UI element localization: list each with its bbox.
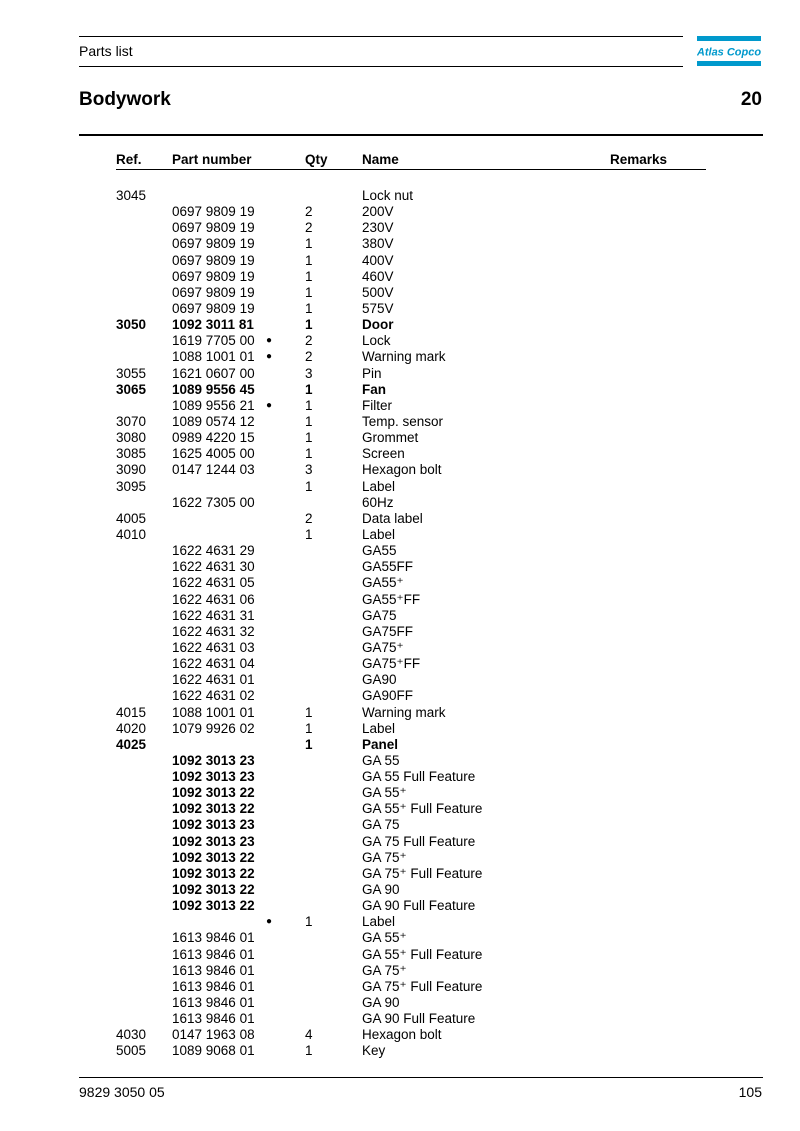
table-row: [0, 382, 800, 398]
ref-cell: 3070: [116, 413, 147, 429]
part-number-cell: 0989 4220 15: [172, 430, 255, 446]
part-number-cell: 1092 3013 22: [172, 785, 255, 801]
table-row: [0, 737, 800, 753]
name-cell: GA75⁺FF: [362, 656, 421, 672]
table-row: [0, 236, 800, 252]
name-cell: GA 75: [362, 817, 400, 833]
table-row: [0, 914, 800, 930]
ref-cell: 4005: [116, 510, 147, 526]
table-row: [0, 592, 800, 608]
name-cell: Label: [362, 478, 396, 494]
part-number-cell: 1625 4005 00: [172, 446, 255, 462]
ref-cell: 3080: [116, 430, 147, 446]
name-cell: Hexagon bolt: [362, 462, 442, 478]
table-row: [0, 575, 800, 591]
footer-doc-number: 9829 3050 05: [79, 1084, 165, 1100]
name-cell: GA75⁺: [362, 639, 404, 655]
qty-cell: 2: [305, 220, 313, 236]
bullet-icon: ●: [266, 351, 273, 363]
qty-cell: 1: [305, 381, 313, 397]
name-cell: GA 75⁺: [362, 962, 407, 978]
name-cell: Grommet: [362, 430, 419, 446]
qty-cell: 1: [305, 446, 313, 462]
name-cell: GA90: [362, 672, 397, 688]
table-row: [0, 446, 800, 462]
bullet-icon: ●: [266, 399, 273, 411]
table-row: [0, 995, 800, 1011]
name-cell: GA55⁺FF: [362, 591, 421, 607]
table-row: [0, 479, 800, 495]
table-row: [0, 721, 800, 737]
table-row: [0, 979, 800, 995]
ref-cell: 4030: [116, 1027, 147, 1043]
ref-cell: 3095: [116, 478, 147, 494]
table-row: [0, 866, 800, 882]
table-row: [0, 204, 800, 220]
ref-cell: 4020: [116, 720, 147, 736]
ref-cell: 3050: [116, 317, 147, 333]
name-cell: GA 90: [362, 882, 400, 898]
name-cell: GA 55: [362, 752, 400, 768]
name-cell: Lock: [362, 333, 391, 349]
ref-cell: 3065: [116, 381, 147, 397]
name-cell: Temp. sensor: [362, 413, 444, 429]
table-row: [0, 930, 800, 946]
qty-cell: 3: [305, 365, 313, 381]
name-cell: GA 55⁺ Full Feature: [362, 946, 483, 962]
part-number-cell: 1092 3013 22: [172, 801, 255, 817]
part-number-cell: 0697 9809 19: [172, 236, 255, 252]
table-row: [0, 624, 800, 640]
part-number-cell: 0697 9809 19: [172, 300, 255, 316]
name-cell: Door: [362, 317, 394, 333]
name-cell: 380V: [362, 236, 394, 252]
part-number-cell: 1622 4631 02: [172, 688, 255, 704]
name-cell: Lock nut: [362, 188, 414, 203]
table-row: [0, 898, 800, 914]
header-top-rule: [79, 36, 683, 37]
qty-cell: 1: [305, 236, 313, 252]
part-number-cell: 1079 9926 02: [172, 720, 255, 736]
part-number-cell: 1092 3013 22: [172, 882, 255, 898]
name-cell: Key: [362, 1043, 386, 1059]
part-number-cell: 1622 4631 05: [172, 575, 255, 591]
name-cell: 460V: [362, 268, 394, 284]
qty-cell: 1: [305, 736, 313, 752]
parts-table: [0, 188, 800, 1060]
table-row: [0, 640, 800, 656]
qty-cell: 1: [305, 300, 313, 316]
part-number-cell: 1622 4631 32: [172, 623, 255, 639]
part-number-cell: 1622 4631 31: [172, 607, 255, 623]
name-cell: 500V: [362, 284, 394, 300]
table-row: [0, 285, 800, 301]
part-number-cell: 1092 3013 23: [172, 817, 255, 833]
table-row: [0, 495, 800, 511]
name-cell: Label: [362, 720, 396, 736]
name-cell: Label: [362, 526, 396, 542]
table-row: [0, 511, 800, 527]
name-cell: Pin: [362, 365, 382, 381]
table-header-rule: [116, 169, 706, 170]
table-row: [0, 543, 800, 559]
name-cell: 60Hz: [362, 494, 394, 510]
name-cell: GA 90 Full Feature: [362, 1011, 476, 1027]
table-row: [0, 769, 800, 785]
ref-cell: 3085: [116, 446, 147, 462]
col-name-header: Name: [362, 152, 399, 167]
qty-cell: 1: [305, 397, 313, 413]
part-number-cell: 1613 9846 01: [172, 930, 255, 946]
ref-cell: 4010: [116, 526, 147, 542]
qty-cell: 1: [305, 252, 313, 268]
name-cell: Label: [362, 914, 396, 930]
name-cell: GA55: [362, 543, 397, 559]
bullet-icon: ●: [266, 335, 273, 347]
name-cell: Panel: [362, 736, 399, 752]
table-row: [0, 656, 800, 672]
table-row: [0, 220, 800, 236]
table-row: [0, 349, 800, 365]
ref-cell: 5005: [116, 1043, 147, 1059]
name-cell: Warning mark: [362, 704, 446, 720]
table-row: [0, 705, 800, 721]
name-cell: GA 75⁺ Full Feature: [362, 978, 483, 994]
part-number-cell: 1089 9068 01: [172, 1043, 255, 1059]
name-cell: GA 55⁺: [362, 930, 407, 946]
qty-cell: 1: [305, 284, 313, 300]
table-row: [0, 559, 800, 575]
part-number-cell: 1622 4631 30: [172, 559, 255, 575]
table-row: [0, 527, 800, 543]
name-cell: GA 55⁺ Full Feature: [362, 801, 483, 817]
part-number-cell: 1622 4631 29: [172, 543, 255, 559]
part-number-cell: 1622 4631 04: [172, 656, 255, 672]
table-row: [0, 1027, 800, 1043]
part-number-cell: 0147 1244 03: [172, 462, 255, 478]
table-row: [0, 785, 800, 801]
table-row: [0, 269, 800, 285]
part-number-cell: 0697 9809 19: [172, 284, 255, 300]
name-cell: Screen: [362, 446, 405, 462]
part-number-cell: 1622 4631 06: [172, 591, 255, 607]
footer-rule: [79, 1077, 763, 1078]
col-qty-header: Qty: [305, 152, 328, 167]
qty-cell: 1: [305, 1043, 313, 1059]
bullet-icon: ●: [266, 916, 273, 928]
name-cell: Filter: [362, 397, 392, 413]
table-row: [0, 801, 800, 817]
part-number-cell: 1622 4631 01: [172, 672, 255, 688]
qty-cell: 1: [305, 478, 313, 494]
table-row: [0, 366, 800, 382]
part-number-cell: 1092 3013 22: [172, 865, 255, 881]
part-number-cell: 1088 1001 01: [172, 704, 255, 720]
part-number-cell: 1092 3013 22: [172, 849, 255, 865]
section-rule: [79, 134, 763, 136]
part-number-cell: 0697 9809 19: [172, 268, 255, 284]
table-row: [0, 882, 800, 898]
qty-cell: 1: [305, 317, 313, 333]
name-cell: GA 75 Full Feature: [362, 833, 476, 849]
name-cell: GA 75⁺ Full Feature: [362, 865, 483, 881]
qty-cell: 1: [305, 720, 313, 736]
qty-cell: 1: [305, 704, 313, 720]
part-number-cell: 0697 9809 19: [172, 204, 255, 220]
part-number-cell: 1089 9556 45: [172, 381, 255, 397]
name-cell: GA75: [362, 607, 397, 623]
col-remarks-header: Remarks: [610, 152, 668, 167]
part-number-cell: 1613 9846 01: [172, 962, 255, 978]
name-cell: GA55⁺: [362, 575, 404, 591]
name-cell: Fan: [362, 381, 387, 397]
name-cell: GA 55 Full Feature: [362, 769, 476, 785]
part-number-cell: 1089 9556 21: [172, 397, 255, 413]
part-number-cell: 1622 7305 00: [172, 494, 255, 510]
qty-cell: 1: [305, 430, 313, 446]
qty-cell: 1: [305, 526, 313, 542]
part-number-cell: 1613 9846 01: [172, 978, 255, 994]
header-title: Parts list: [79, 43, 133, 59]
part-number-cell: 1619 7705 00: [172, 333, 255, 349]
name-cell: GA75FF: [362, 623, 414, 639]
name-cell: GA55FF: [362, 559, 414, 575]
qty-cell: 3: [305, 462, 313, 478]
table-row: [0, 817, 800, 833]
name-cell: Warning mark: [362, 349, 446, 365]
part-number-cell: 0697 9809 19: [172, 220, 255, 236]
name-cell: 200V: [362, 204, 394, 220]
qty-cell: 2: [305, 510, 313, 526]
name-cell: 400V: [362, 252, 394, 268]
table-row: [0, 188, 800, 204]
part-number-cell: 1613 9846 01: [172, 946, 255, 962]
name-cell: GA 90 Full Feature: [362, 898, 476, 914]
part-number-cell: 1092 3013 22: [172, 898, 255, 914]
table-row: [0, 834, 800, 850]
section-title: Bodywork: [79, 89, 171, 110]
part-number-cell: 1092 3011 81: [172, 317, 254, 333]
name-cell: GA 75⁺: [362, 849, 407, 865]
table-row: [0, 608, 800, 624]
table-row: [0, 672, 800, 688]
qty-cell: 2: [305, 333, 313, 349]
ref-cell: 4025: [116, 736, 147, 752]
part-number-cell: 1613 9846 01: [172, 1011, 255, 1027]
table-row: [0, 317, 800, 333]
part-number-cell: 1088 1001 01: [172, 349, 255, 365]
table-row: [0, 398, 800, 414]
table-row: [0, 414, 800, 430]
table-row: [0, 1011, 800, 1027]
section-number: 20: [740, 89, 762, 110]
ref-cell: 3045: [116, 188, 147, 203]
qty-cell: 2: [305, 204, 313, 220]
footer-page-number: 105: [738, 1084, 762, 1100]
ref-cell: 4015: [116, 704, 147, 720]
part-number-cell: 0147 1963 08: [172, 1027, 255, 1043]
name-cell: Data label: [362, 510, 423, 526]
col-part-header: Part number: [172, 152, 252, 167]
ref-cell: 3090: [116, 462, 147, 478]
name-cell: 575V: [362, 300, 394, 316]
table-row: [0, 963, 800, 979]
table-row: [0, 753, 800, 769]
table-row: [0, 850, 800, 866]
table-row: [0, 333, 800, 349]
logo-text: Atlas Copco: [697, 46, 761, 59]
table-row: [0, 253, 800, 269]
part-number-cell: 1089 0574 12: [172, 413, 255, 429]
table-row: [0, 462, 800, 478]
col-ref-header: Ref.: [116, 152, 142, 167]
table-row: [0, 688, 800, 704]
name-cell: GA90FF: [362, 688, 414, 704]
name-cell: 230V: [362, 220, 394, 236]
atlas-copco-logo: [697, 36, 761, 66]
ref-cell: 3055: [116, 365, 147, 381]
qty-cell: 4: [305, 1027, 313, 1043]
part-number-cell: 0697 9809 19: [172, 252, 255, 268]
part-number-cell: 1613 9846 01: [172, 995, 255, 1011]
part-number-cell: 1092 3013 23: [172, 752, 255, 768]
name-cell: GA 90: [362, 995, 400, 1011]
part-number-cell: 1621 0607 00: [172, 365, 255, 381]
qty-cell: 1: [305, 268, 313, 284]
qty-cell: 1: [305, 914, 313, 930]
part-number-cell: 1092 3013 23: [172, 769, 255, 785]
part-number-cell: 1092 3013 23: [172, 833, 255, 849]
qty-cell: 1: [305, 413, 313, 429]
table-row: [0, 430, 800, 446]
name-cell: Hexagon bolt: [362, 1027, 442, 1043]
header-bottom-rule: [79, 66, 683, 67]
table-row: [0, 301, 800, 317]
qty-cell: 2: [305, 349, 313, 365]
table-row: [0, 1043, 800, 1059]
table-row: [0, 947, 800, 963]
part-number-cell: 1622 4631 03: [172, 639, 255, 655]
name-cell: GA 55⁺: [362, 785, 407, 801]
